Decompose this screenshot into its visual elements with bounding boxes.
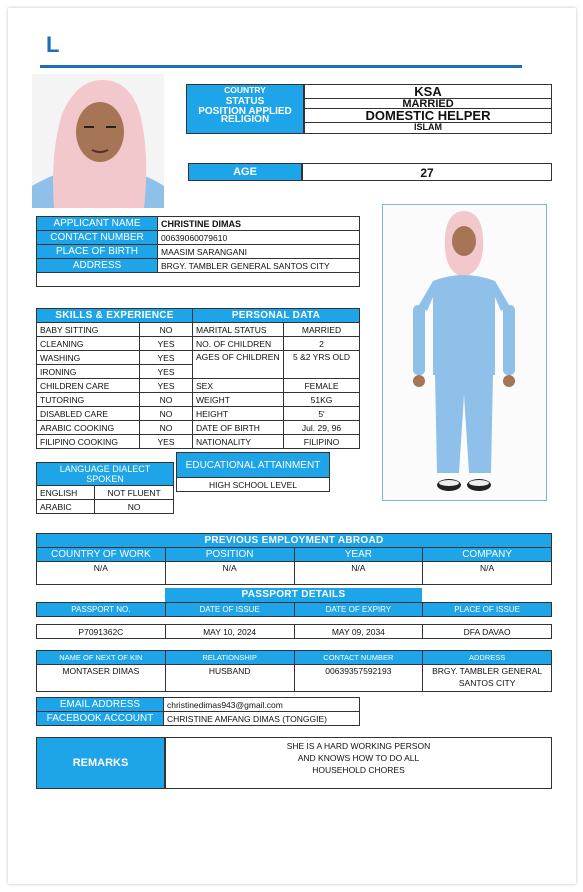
kin-header: CONTACT NUMBER (294, 651, 423, 665)
personal-label: AGES OF CHILDREN (193, 351, 284, 379)
religion-label: RELIGION (220, 114, 270, 125)
personal-label: WEIGHT (193, 393, 284, 407)
employment-header: YEAR (294, 548, 423, 562)
skill-name: CHILDREN CARE (37, 379, 140, 393)
kin-table (36, 650, 552, 692)
skill-value: YES (140, 365, 193, 379)
skills-personal-table (36, 308, 360, 449)
personal-value: Jul. 29, 96 (284, 421, 360, 435)
position-label: POSITION APPLIED (198, 106, 292, 114)
employment-header: COUNTRY OF WORK (37, 548, 166, 562)
kin-cell: BRGY. TAMBLER GENERAL SANTOS CITY (423, 665, 552, 692)
applicant-blank-row (37, 273, 360, 287)
passport-title: PASSPORT DETAILS (165, 588, 422, 602)
kin-header: RELATIONSHIP (165, 651, 294, 665)
applicant-name-label: APPLICANT NAME (37, 217, 158, 231)
employment-title: PREVIOUS EMPLOYMENT ABROAD (37, 534, 552, 548)
applicant-table (36, 216, 360, 287)
address-value: BRGY. TAMBLER GENERAL SANTOS CITY (158, 259, 360, 273)
personal-label: SEX (193, 379, 284, 393)
passport-header: DATE OF ISSUE (165, 603, 294, 617)
skill-name: BABY SITTING (37, 323, 140, 337)
contact-table (36, 697, 360, 726)
header-rule (40, 65, 522, 68)
skill-value: YES (140, 351, 193, 365)
applicant-name-value: CHRISTINE DIMAS (158, 217, 360, 231)
personal-value: FEMALE (284, 379, 360, 393)
facebook-value: CHRISTINE AMFANG DIMAS (TONGGIE) (164, 712, 360, 726)
personal-label: NO. OF CHILDREN (193, 337, 284, 351)
kin-header: ADDRESS (423, 651, 552, 665)
education-title: EDUCATIONAL ATTAINMENT (177, 453, 330, 478)
language-name: ENGLISH (37, 486, 95, 500)
personal-title: PERSONAL DATA (193, 309, 360, 323)
passport-header: DATE OF EXPIRY (294, 603, 423, 617)
personal-value: 51KG (284, 393, 360, 407)
employment-cell: N/A (165, 562, 294, 585)
skill-name: DISABLED CARE (37, 407, 140, 421)
email-label: EMAIL ADDRESS (37, 698, 164, 712)
position-value: DOMESTIC HELPER (305, 109, 551, 123)
country-label: COUNTRY (224, 85, 266, 95)
portrait-illustration (32, 74, 164, 208)
passport-header: PASSPORT NO. (37, 603, 166, 617)
passport-cell: MAY 10, 2024 (165, 625, 294, 639)
passport-cell: MAY 09, 2034 (294, 625, 423, 639)
education-value: HIGH SCHOOL LEVEL (177, 478, 330, 492)
religion-value: ISLAM (414, 122, 442, 132)
passport-cell: P7091362C (37, 625, 166, 639)
remarks-label: REMARKS (36, 737, 165, 789)
education-table (176, 452, 330, 492)
skill-value: YES (140, 379, 193, 393)
personal-label: DATE OF BIRTH (193, 421, 284, 435)
personal-value: FILIPINO (284, 435, 360, 449)
language-name: ARABIC (37, 500, 95, 514)
place-of-birth-label: PLACE OF BIRTH (37, 245, 158, 259)
language-level: NO (95, 500, 174, 514)
skill-value: NO (140, 393, 193, 407)
language-title: LANGUAGE DIALECT SPOKEN (37, 463, 174, 486)
skill-name: FILIPINO COOKING (37, 435, 140, 449)
skills-title: SKILLS & EXPERIENCE (37, 309, 193, 323)
personal-label: HEIGHT (193, 407, 284, 421)
passport-table (36, 602, 552, 639)
kin-cell: 00639357592193 (294, 665, 423, 692)
passport-header: PLACE OF ISSUE (423, 603, 552, 617)
top-info-labels (186, 84, 304, 134)
employment-cell: N/A (294, 562, 423, 585)
kin-cell: HUSBAND (165, 665, 294, 692)
employment-header: COMPANY (423, 548, 552, 562)
age-label: AGE (188, 163, 302, 181)
status-value: MARRIED (305, 99, 551, 109)
country-value: KSA (305, 85, 551, 99)
employment-header: POSITION (165, 548, 294, 562)
status-label: STATUS (225, 96, 265, 107)
portrait-photo (32, 74, 164, 208)
skill-value: NO (140, 323, 193, 337)
skill-value: NO (140, 407, 193, 421)
employment-cell: N/A (37, 562, 166, 585)
skill-value: NO (140, 421, 193, 435)
contact-number-label: CONTACT NUMBER (37, 231, 158, 245)
skill-name: IRONING (37, 365, 140, 379)
passport-spacer (37, 617, 552, 625)
agency-logo: L (46, 32, 60, 57)
skill-name: CLEANING (37, 337, 140, 351)
personal-value: 5 &2 YRS OLD (284, 351, 360, 379)
kin-header: NAME OF NEXT OF KIN (37, 651, 166, 665)
skill-name: ARABIC COOKING (37, 421, 140, 435)
address-label: ADDRESS (37, 259, 158, 273)
facebook-label: FACEBOOK ACCOUNT (37, 712, 164, 726)
language-table (36, 462, 174, 514)
contact-number-value: 00639060079610 (158, 231, 360, 245)
email-value: christinedimas943@gmail.com (164, 698, 360, 712)
personal-label: MARITAL STATUS (193, 323, 284, 337)
passport-cell: DFA DAVAO (423, 625, 552, 639)
age-value: 27 (302, 163, 552, 181)
skill-name: WASHING (37, 351, 140, 365)
personal-value: MARRIED (284, 323, 360, 337)
skill-name: TUTORING (37, 393, 140, 407)
personal-label: NATIONALITY (193, 435, 284, 449)
top-info-values (304, 84, 552, 134)
language-level: NOT FLUENT (95, 486, 174, 500)
skill-value: YES (140, 337, 193, 351)
kin-cell: MONTASER DIMAS (37, 665, 166, 692)
remarks-box (165, 737, 552, 789)
employment-table (36, 533, 552, 585)
remarks-text: SHE IS A HARD WORKING PERSON AND KNOWS HOW TO DO ALL HOUSEHOLD CHORES (286, 741, 431, 775)
place-of-birth-value: MAASIM SARANGANI (158, 245, 360, 259)
full-body-photo (382, 204, 547, 501)
cv-page (8, 8, 576, 884)
personal-value: 5' (284, 407, 360, 421)
personal-value: 2 (284, 337, 360, 351)
employment-cell: N/A (423, 562, 552, 585)
skill-value: YES (140, 435, 193, 449)
full-body-illustration (383, 205, 546, 500)
